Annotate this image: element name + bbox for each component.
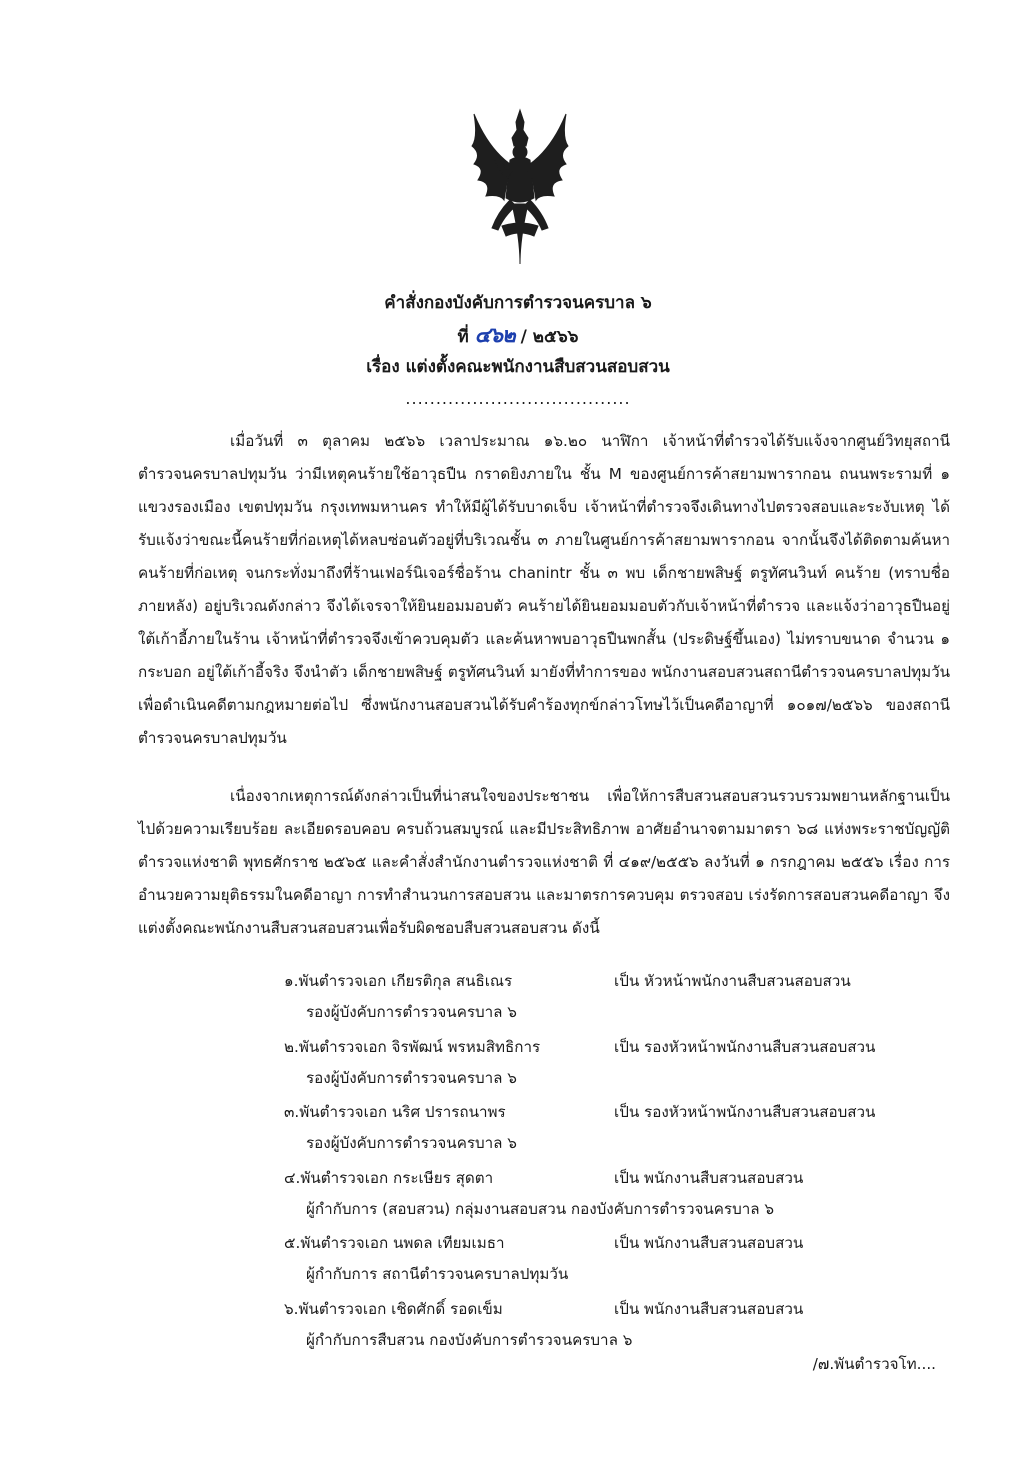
member-position: รองผู้บังคับการตำรวจนครบาล ๖ xyxy=(306,1134,517,1152)
number-year: / ๒๕๖๖ xyxy=(514,327,579,347)
order-number xyxy=(0,324,1036,348)
garuda-emblem-icon xyxy=(468,108,572,266)
member-name: ๖.พันตำรวจเอก เชิดศักดิ์ รอดเข็ม xyxy=(284,1299,503,1318)
member-name: ๕.พันตำรวจเอก นพดล เทียมเมธา xyxy=(284,1234,505,1252)
order-subject: เรื่อง แต่งตั้งคณะพนักงานสืบสวนสอบสวน xyxy=(366,357,670,377)
member-name: ๑.พันตำรวจเอก เกียรติกุล สนธิเณร xyxy=(284,972,513,990)
member-role: เป็น หัวหน้าพนักงานสืบสวนสอบสวน xyxy=(614,972,851,990)
list-item xyxy=(284,1228,964,1294)
members-list xyxy=(284,966,964,1359)
member-role: เป็น รองหัวหน้าพนักงานสืบสวนสอบสวน xyxy=(614,1037,876,1056)
member-role: เป็น พนักงานสืบสวนสอบสวน xyxy=(614,1299,804,1318)
list-item xyxy=(284,966,964,1032)
member-position: ผู้กำกับการ (สอบสวน) กลุ่มงานสอบสวน กองบังคับการตำรวจนครบาล ๖ xyxy=(306,1199,775,1218)
list-item xyxy=(284,1163,964,1229)
member-position: ผู้กำกับการ สถานีตำรวจนครบาลปทุมวัน xyxy=(306,1265,569,1283)
member-role: เป็น พนักงานสืบสวนสอบสวน xyxy=(614,1168,804,1187)
paragraph-incident: เมื่อวันที่ ๓ ตุลาคม ๒๕๖๖ เวลาประมาณ ๑๖.๒๐ นาฬิกา เจ้าหน้าที่ตำรวจได้รับแจ้งจากศูนย์วิทยุสถานีตำรวจนครบาลปทุมวัน ว่ามีเหตุคนร้ายใช้อาวุธปืน กราดยิงภายใน ชั้น M ของศูนย์การค้าสยามพารากอน ถนนพระรามที่ ๑ แขวงรองเมือง เขตปทุมวัน กรุงเทพมหานคร ทำให้มีผู้ได้รับบาดเจ็บ เจ้าหน้าที่ตำรวจจึงเดินทางไปตรวจสอบและระงับเหตุ ได้รับแจ้งว่าขณะนี้คนร้ายที่ก่อเหตุได้หลบซ่อนตัวอยู่ที่บริเวณชั้น ๓ ภายในศูนย์การค้าสยามพารากอน จากนั้นจึงได้ติดตามค้นหาคนร้ายที่ก่อเหตุ จนกระทั่งมาถึงที่ร้านเฟอร์นิเจอร์ชื่อร้าน chanintr ชั้น ๓ พบ เด็กชายพสิษฐ์ ตรูทัศนวินท์ คนร้าย (ทราบชื่อภายหลัง) อยู่บริเวณดังกล่าว จึงได้เจรจาให้ยินยอมมอบตัว คนร้ายได้ยินยอมมอบตัวกับเจ้าหน้าที่ตำรวจ และแจ้งว่าอาวุธปืนอยู่ใต้เก้าอี้ภายในร้าน เจ้าหน้าที่ตำรวจจึงเข้าควบคุมตัว และค้นหาพบอาวุธปืนพกสั้น (ประดิษฐ์ขึ้นเอง) ไม่ทราบขนาด จำนวน ๑ กระบอก อยู่ใต้เก้าอี้จริง จึงนำตัว เด็กชายพสิษฐ์ ตรูทัศนวินท์ มายังที่ทำการของ พนักงานสอบสวนสถานีตำรวจนครบาลปทุมวัน เพื่อดำเนินคดีตามกฎหมายต่อไป ซึ่งพนักงานสอบสวนได้รับคำร้องทุกข์กล่าวโทษไว้เป็นคดีอาญาที่ ๑๐๑๗/๒๕๖๖ ของสถานีตำรวจนครบาลปทุมวัน xyxy=(138,432,950,747)
member-position: รองผู้บังคับการตำรวจนครบาล ๖ xyxy=(306,1003,517,1021)
member-name: ๔.พันตำรวจเอก กระเษียร สุดตา xyxy=(284,1168,494,1187)
list-item xyxy=(284,1032,964,1098)
list-item xyxy=(284,1294,964,1360)
list-item xyxy=(284,1097,964,1163)
member-position: รองผู้บังคับการตำรวจนครบาล ๖ xyxy=(306,1068,517,1087)
member-name: ๓.พันตำรวจเอก นริศ ปรารถนาพร xyxy=(284,1103,506,1121)
member-name: ๒.พันตำรวจเอก จิรพัฒน์ พรหมสิทธิการ xyxy=(284,1037,541,1056)
number-prefix: ที่ xyxy=(457,327,469,347)
member-position: ผู้กำกับการสืบสวน กองบังคับการตำรวจนครบาล ๖ xyxy=(306,1330,633,1349)
handwritten-number: ๔๖๒ xyxy=(474,323,515,347)
paragraph-authority: เนื่องจากเหตุการณ์ดังกล่าวเป็นที่น่าสนใจของประชาชน เพื่อให้การสืบสวนสอบสวนรวบรวมพยานหลักฐานเป็นไปด้วยความเรียบร้อย ละเอียดรอบคอบ ครบถ้วนสมบูรณ์ และมีประสิทธิภาพ อาศัยอำนาจตามมาตรา ๖๘ แห่งพระราชบัญญัติตำรวจแห่งชาติ พุทธศักราช ๒๕๖๕ และคำสั่งสำนักงานตำรวจแห่งชาติ ที่ ๔๑๙/๒๕๕๖ ลงวันที่ ๑ กรกฎาคม ๒๕๕๖ เรื่อง การอำนวยความยุติธรรมในคดีอาญา การทำสำนวนการสอบสวน และมาตรการควบคุม ตรวจสอบ เร่งรัดการสอบสวนคดีอาญา จึงแต่งตั้งคณะพนักงานสืบสวนสอบสวนเพื่อรับผิดชอบสืบสวนสอบสวน ดังนี้ xyxy=(138,787,950,937)
member-role: เป็น พนักงานสืบสวนสอบสวน xyxy=(614,1234,804,1252)
continuation-note: /๗.พันตำรวจโท.... xyxy=(812,1355,936,1373)
member-role: เป็น รองหัวหน้าพนักงานสืบสวนสอบสวน xyxy=(614,1103,876,1121)
order-title: คำสั่งกองบังคับการตำรวจนครบาล ๖ xyxy=(384,293,652,313)
separator-dots: ..................................... xyxy=(405,389,631,408)
